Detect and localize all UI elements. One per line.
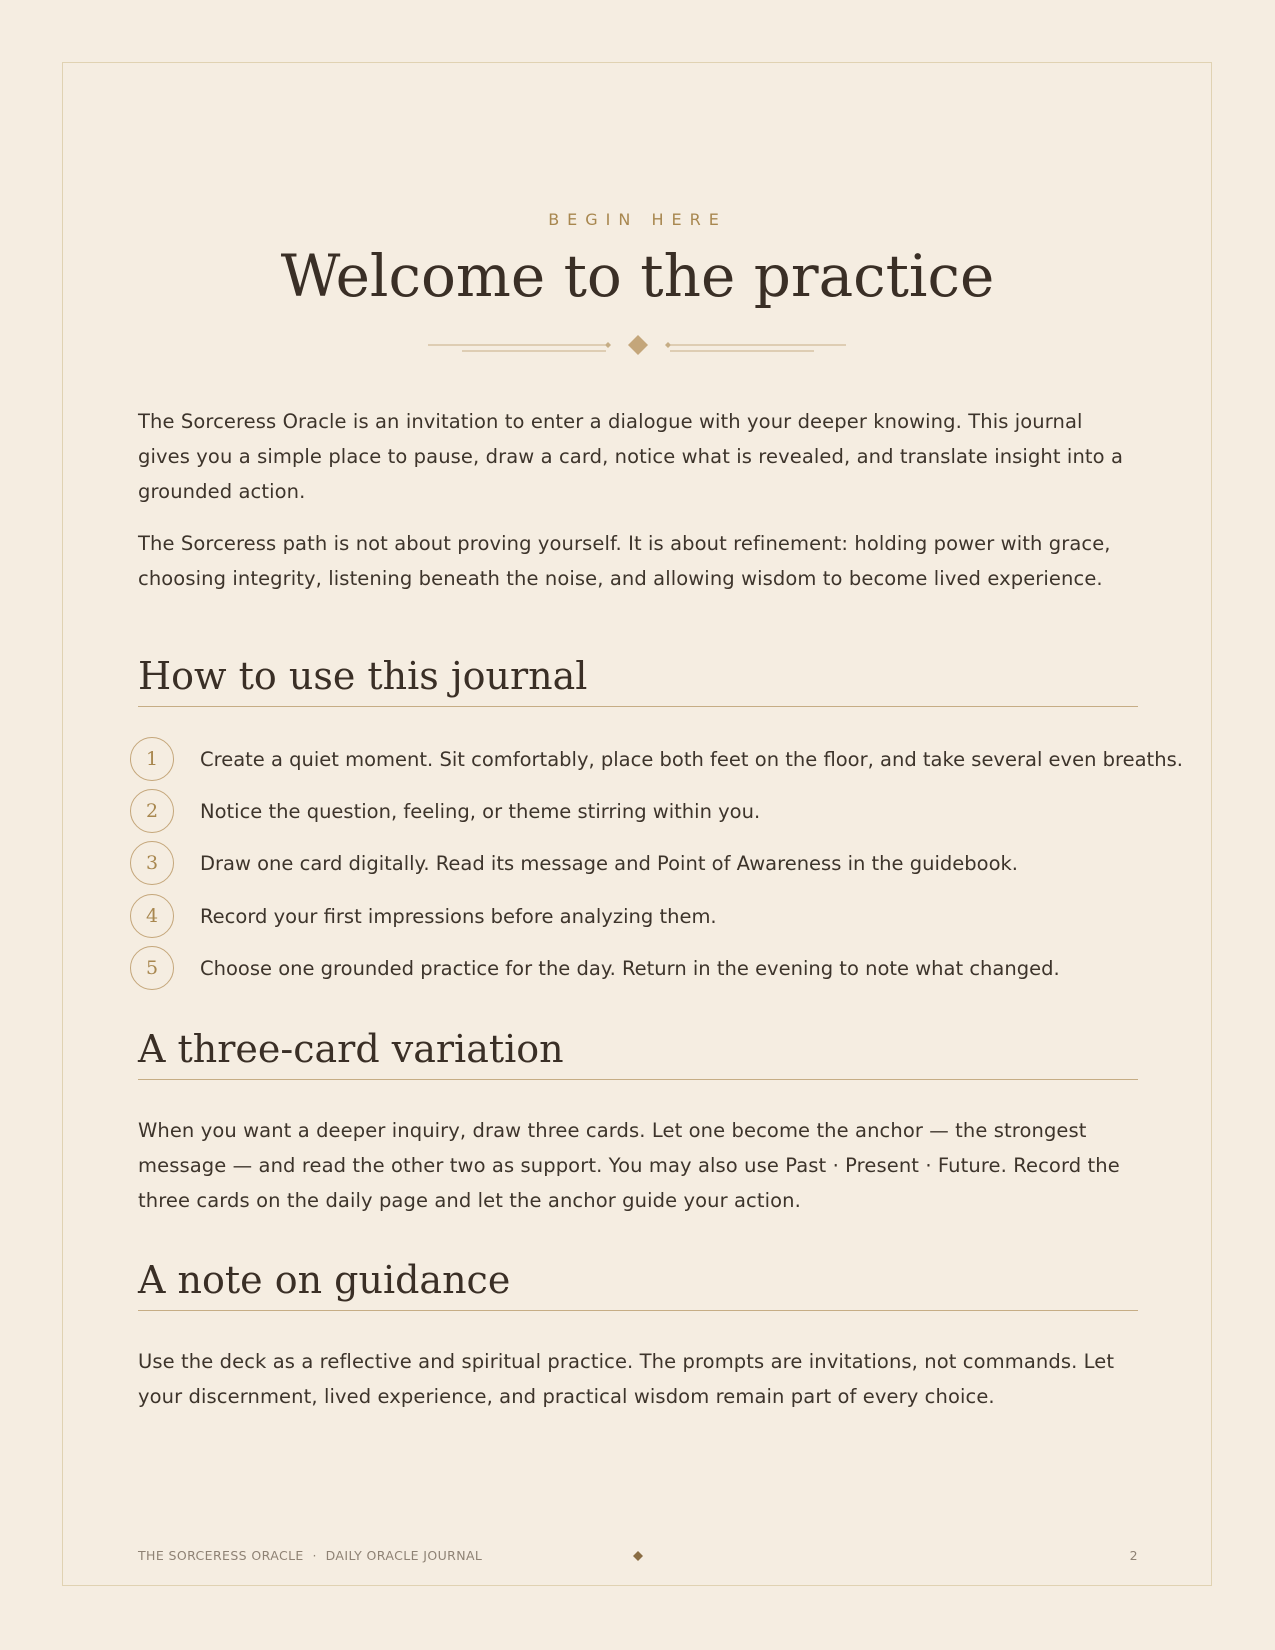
list-item <box>130 737 1183 783</box>
guidance-section <box>138 1344 1138 1414</box>
intro-paragraph: The Sorceress Oracle is an invitation to enter a dialogue with your deeper knowing. This journal gives you a simple place to pause, draw a card, notice what is revealed, and translate insight into a grounded action. <box>138 410 1124 503</box>
three-card-paragraph: When you want a deeper inquiry, draw three cards. Let one become the anchor — the strongest message — and read the other two as support. You may also use Past · Present · Future. Record the three cards on the daily page and let the anchor guide your action. <box>138 1119 1120 1212</box>
divider-ornament-icon <box>428 332 848 358</box>
intro-section <box>138 404 1138 596</box>
step-number-badge: 5 <box>130 946 174 990</box>
section-heading-guidance: A note on guidance <box>138 1258 1138 1311</box>
list-item <box>130 841 1140 887</box>
step-text: Record your first impressions before analyzing them. <box>200 905 717 928</box>
step-number-badge: 2 <box>130 789 174 833</box>
section-heading-three-card: A three-card variation <box>138 1027 1138 1080</box>
page-footer <box>138 1548 1138 1568</box>
list-item <box>130 946 1140 992</box>
step-text: Notice the question, feeling, or theme stirring within you. <box>200 800 761 823</box>
intro-paragraph: The Sorceress path is not about proving yourself. It is about refinement: holding power with grace, choosing integrity, listening beneath the noise, and allowing wisdom to become lived experience. <box>138 532 1111 590</box>
step-text: Create a quiet moment. Sit comfortably, place both feet on the floor, and take several even breaths. <box>200 748 1183 771</box>
step-text: Choose one grounded practice for the day. Return in the evening to note what changed. <box>200 957 1060 980</box>
section-heading-how-to: How to use this journal <box>138 654 1138 707</box>
eyebrow-label: BEGIN HERE <box>548 210 727 229</box>
step-text: Draw one card digitally. Read its message and Point of Awareness in the guidebook. <box>200 852 1019 875</box>
diamond-icon <box>631 1549 645 1563</box>
three-card-section <box>138 1113 1138 1218</box>
step-number-badge: 1 <box>130 737 174 781</box>
page-number: 2 <box>1129 1548 1138 1563</box>
page-title: Welcome to the practice <box>280 242 995 310</box>
list-item <box>130 789 1140 835</box>
guidance-paragraph: Use the deck as a reflective and spiritual practice. The prompts are invitations, not commands. Let your discernment, lived experience, and practical wisdom remain part of every choice. <box>138 1350 1115 1408</box>
step-number-badge: 4 <box>130 894 174 938</box>
footer-title: THE SORCERESS ORACLE · DAILY ORACLE JOURNAL <box>138 1548 483 1563</box>
step-number-badge: 3 <box>130 841 174 885</box>
list-item <box>130 894 1140 940</box>
